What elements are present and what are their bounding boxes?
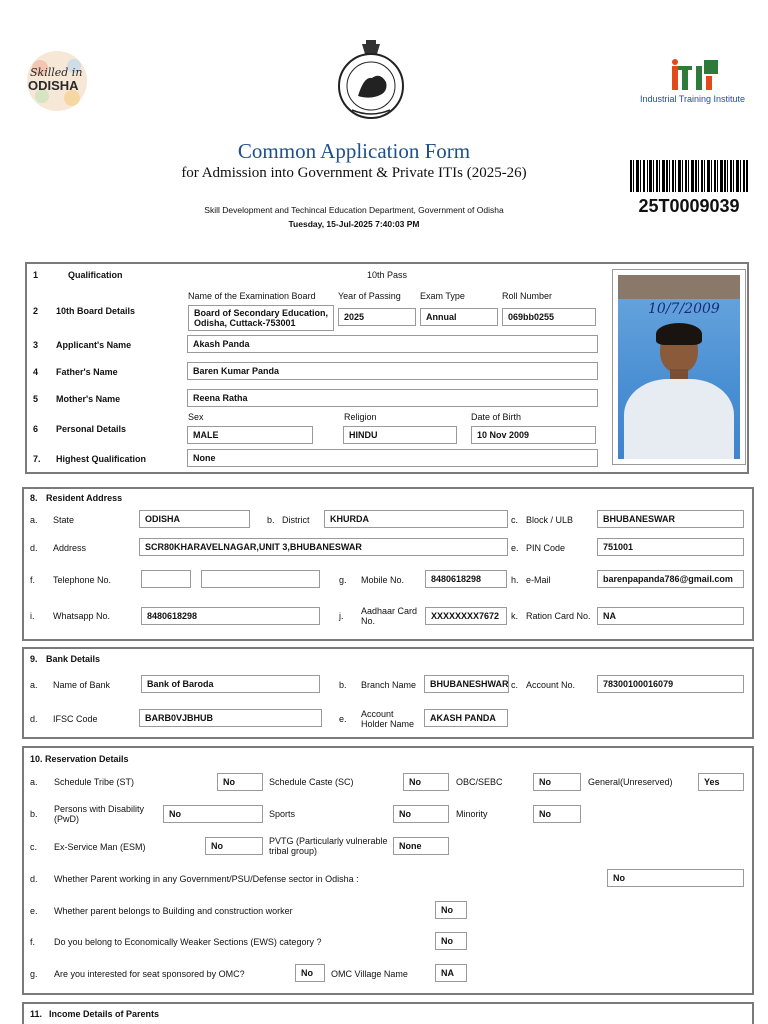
exam-col-header: Exam Type [420,291,465,301]
year-col-header: Year of Passing [338,291,401,301]
construction-field[interactable]: No [435,901,467,919]
ews-label: Do you belong to Economically Weaker Sections (EWS) category ? [54,937,322,947]
parent-govt-label: Whether Parent working in any Government/PSU/Defense sector in Odisha : [54,874,359,884]
item-letter: h. [511,575,519,585]
mother-name-field[interactable]: Reena Ratha [187,389,598,407]
pin-field[interactable]: 751001 [597,538,744,556]
telephone-std-field[interactable] [141,570,191,588]
pin-label: PIN Code [526,543,566,553]
sc-field[interactable]: No [403,773,449,791]
esm-label: Ex-Service Man (ESM) [54,842,146,852]
photo-handwriting: 10/7/2009 [648,301,720,317]
telephone-number-field[interactable] [201,570,320,588]
ration-card-label: Ration Card No. [526,611,591,621]
sports-label: Sports [269,809,296,819]
odisha-emblem-icon [332,40,410,120]
district-field[interactable]: KHURDA [324,510,508,528]
item-letter: b. [30,809,38,819]
personal-details-label: Personal Details [56,424,127,434]
qualification-label: Qualification [68,270,123,280]
pvtg-field[interactable]: None [393,837,449,855]
board-field[interactable]: Board of Secondary Education, Odisha, Cuttack-753001 [188,305,334,331]
board-col-header: Name of the Examination Board [188,291,316,301]
father-name-label: Father's Name [56,367,118,377]
omc-field[interactable]: No [295,964,325,982]
parent-govt-field[interactable]: No [607,869,744,887]
item-letter: e. [511,543,519,553]
row-no: 1 [33,270,39,280]
skilled-in-odisha-logo [22,48,92,114]
minority-label: Minority [456,809,488,819]
telephone-label: Telephone No. [53,575,112,585]
state-field[interactable]: ODISHA [139,510,250,528]
sc-label: Schedule Caste (SC) [269,777,354,787]
email-label: e-Mail [526,575,551,585]
application-id: 25T0009039 [638,196,740,216]
branch-label: Branch Name [361,680,417,690]
item-letter: a. [30,777,38,787]
iti-logo-caption: Industrial Training Institute [640,94,746,104]
highest-qualification-field[interactable]: None [187,449,598,467]
obc-label: OBC/SEBC [456,777,503,787]
item-letter: f. [30,937,36,947]
sex-field[interactable]: MALE [187,426,313,444]
pwd-field[interactable]: No [163,805,263,823]
general-field[interactable]: Yes [698,773,744,791]
highest-qualification-label: Highest Qualification [56,454,147,464]
ration-card-field[interactable]: NA [597,607,744,625]
item-letter: i. [30,611,35,621]
religion-field[interactable]: HINDU [343,426,457,444]
section-no: 11. [30,1009,43,1019]
pvtg-label: PVTG (Particularly vulnerable tribal group) [269,836,388,856]
applicant-photo [612,269,746,465]
minority-field[interactable]: No [533,805,581,823]
mobile-field[interactable]: 8480618298 [425,570,507,588]
item-letter: f. [30,575,36,585]
item-letter: k. [511,611,519,621]
qualification-value: 10th Pass [367,270,408,280]
aadhaar-label: Aadhaar Card No. [361,606,418,626]
holder-name-label: Account Holder Name [361,709,415,729]
esm-field[interactable]: No [205,837,263,855]
bank-name-field[interactable]: Bank of Baroda [141,675,320,693]
whatsapp-label: Whatsapp No. [53,611,111,621]
item-letter: a. [30,680,38,690]
item-letter: d. [30,874,38,884]
item-letter: e. [339,714,347,724]
address-label: Address [53,543,87,553]
obc-field[interactable]: No [533,773,581,791]
dob-col-header: Date of Birth [471,412,522,422]
skilled-logo-top-text: Skilled in [30,66,83,79]
state-label: State [53,515,75,525]
item-letter: c. [30,842,38,852]
block-label: Block / ULB [526,515,574,525]
roll-col-header: Roll Number [502,291,553,301]
ews-field[interactable]: No [435,932,467,950]
item-letter: j. [339,611,344,621]
section-no: 8. [30,493,38,503]
barcode-icon [630,160,748,192]
resident-address-title: Resident Address [46,493,123,503]
district-label: District [282,515,310,525]
row-no: 7. [33,454,41,464]
print-datetime: Tuesday, 15-Jul-2025 7:40:03 PM [288,219,420,229]
email-field[interactable]: barenpapanda786@gmail.com [597,570,744,588]
father-name-field[interactable]: Baren Kumar Panda [187,362,598,380]
account-no-field[interactable]: 78300100016079 [597,675,744,693]
row-no: 5 [33,394,39,404]
address-field[interactable]: SCR80KHARAVELNAGAR,UNIT 3,BHUBANESWAR [139,538,508,556]
exam-type-field[interactable]: Annual [420,308,498,326]
reservation-details-title: 10. Reservation Details [30,754,129,764]
sex-col-header: Sex [188,412,204,422]
block-field[interactable]: BHUBANESWAR [597,510,744,528]
bank-name-label: Name of Bank [53,680,111,690]
item-letter: e. [30,906,38,916]
omc-village-label: OMC Village Name [331,969,408,979]
item-letter: d. [30,543,38,553]
mother-name-label: Mother's Name [56,394,121,404]
section-no: 9. [30,654,38,664]
sports-field[interactable]: No [393,805,449,823]
pwd-label: Persons with Disability (PwD) [54,804,145,824]
applicant-name-field[interactable]: Akash Panda [187,335,598,353]
item-letter: g. [339,575,347,585]
row-no: 3 [33,340,39,350]
construction-label: Whether parent belongs to Building and construction worker [54,906,293,916]
item-letter: d. [30,714,38,724]
aadhaar-field[interactable]: XXXXXXXX7672 [425,607,507,625]
ifsc-field[interactable]: BARB0VJBHUB [139,709,322,727]
item-letter: b. [339,680,347,690]
form-title: Common Application Form [237,139,471,163]
year-field[interactable]: 2025 [338,308,416,326]
row-no: 4 [33,367,39,377]
item-letter: c. [511,680,519,690]
general-label: General(Unreserved) [588,777,673,787]
department-line: Skill Development and Techincal Education Department, Government of Odisha [204,205,504,215]
branch-field[interactable]: BHUBANESHWAR [424,675,509,693]
skilled-logo-bottom-text: ODISHA [28,78,79,93]
holder-name-field[interactable]: AKASH PANDA [424,709,508,727]
iti-logo [640,58,754,108]
income-details-title: Income Details of Parents [49,1009,160,1019]
bank-details-title: Bank Details [46,654,101,664]
account-no-label: Account No. [526,680,576,690]
form-subtitle: for Admission into Government & Private ITIs (2025-26) [181,165,527,181]
omc-label: Are you interested for seat sponsored by OMC? [54,969,245,979]
row-no: 2 [33,306,39,316]
item-letter: a. [30,515,38,525]
st-label: Schedule Tribe (ST) [54,777,135,787]
mobile-label: Mobile No. [361,575,405,585]
religion-col-header: Religion [344,412,377,422]
item-letter: b. [267,515,275,525]
roll-number-field[interactable]: 069bb0255 [502,308,596,326]
whatsapp-field[interactable]: 8480618298 [141,607,320,625]
st-field[interactable]: No [217,773,263,791]
omc-village-field[interactable]: NA [435,964,467,982]
row-no: 6 [33,424,39,434]
dob-field[interactable]: 10 Nov 2009 [471,426,596,444]
item-letter: g. [30,969,38,979]
ifsc-label: IFSC Code [53,714,98,724]
board-details-label: 10th Board Details [56,306,136,316]
item-letter: c. [511,515,519,525]
applicant-name-label: Applicant's Name [56,340,132,350]
